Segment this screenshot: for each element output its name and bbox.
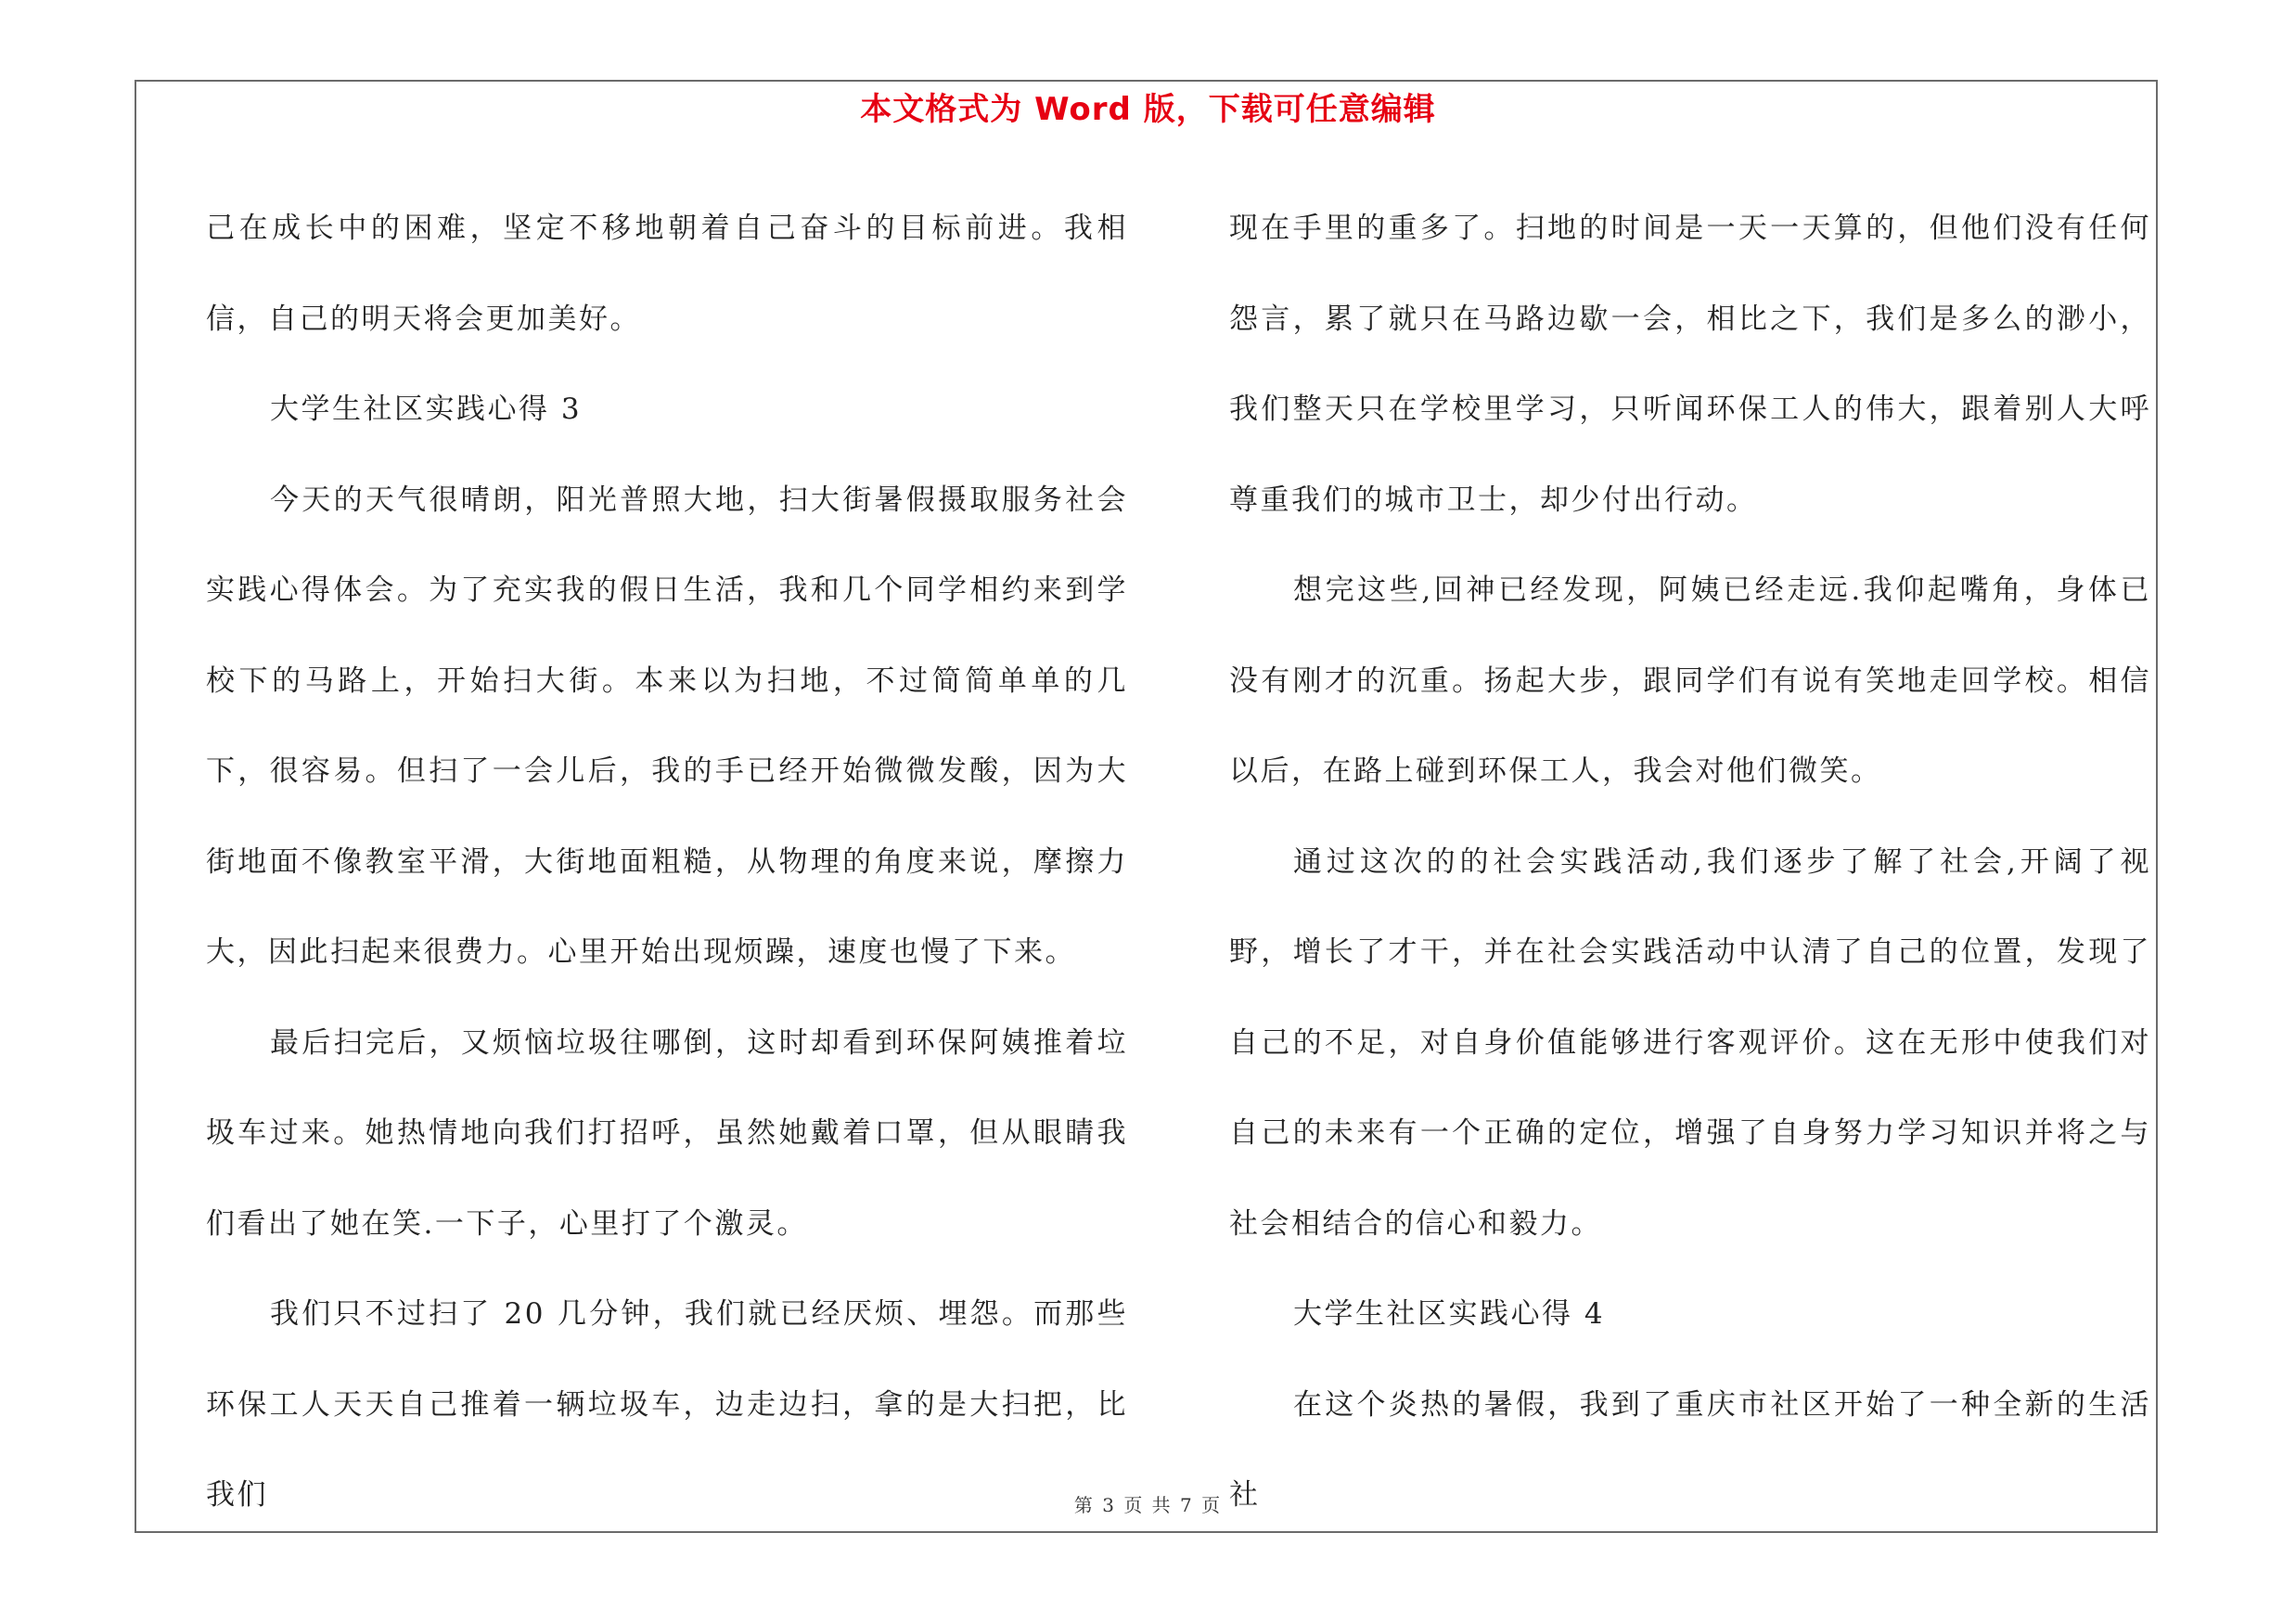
paragraph: 己在成长中的困难，坚定不移地朝着自己奋斗的目标前进。我相信，自己的明天将会更加美好。 [206, 212, 1128, 336]
section-heading: 大学生社区实践心得 3 [270, 393, 583, 426]
section-heading: 大学生社区实践心得 4 [1293, 1297, 1606, 1331]
left-column [206, 184, 1128, 1541]
format-banner: 本文格式为 Word 版，下载可任意编辑 [860, 91, 1436, 128]
page-number: 第 3 页 共 7 页 [1073, 1494, 1223, 1516]
paragraph: 最后扫完后，又烦恼垃圾往哪倒，这时却看到环保阿姨推着垃圾车过来。她热情地向我们打招呼，虽然她戴着口罩，但从眼睛我们看出了她在笑.一下子，心里打了个激灵。 [206, 1025, 1128, 1241]
paragraph: 今天的天气很晴朗，阳光普照大地，扫大街暑假摄取服务社会实践心得体会。为了充实我的假日生活，我和几个同学相约来到学校下的马路上，开始扫大街。本来以为扫地，不过简简单单的几下，很容易。但扫了一会儿后，我的手已经开始微微发酸，因为大街地面不像教室平滑，大街地面粗糙，从物理的角度来说，摩擦力大，因此扫起来很费力。心里开始出现烦躁，速度也慢了下来。 [206, 483, 1128, 969]
right-column [1229, 184, 2151, 1541]
paragraph: 现在手里的重多了。扫地的时间是一天一天算的，但他们没有任何怨言，累了就只在马路边歇一会，相比之下，我们是多么的渺小，我们整天只在学校里学习，只听闻环保工人的伟大，跟着别人大呼尊重我们的城市卫士，却少付出行动。 [1229, 212, 2151, 517]
paragraph: 想完这些,回神已经发现，阿姨已经走远.我仰起嘴角，身体已没有刚才的沉重。扬起大步，跟同学们有说有笑地走回学校。相信以后，在路上碰到环保工人，我会对他们微笑。 [1229, 573, 2151, 788]
paragraph: 在这个炎热的暑假，我到了重庆市社区开始了一种全新的生活社 [1229, 1387, 2151, 1512]
paragraph: 我们只不过扫了 20 几分钟，我们就已经厌烦、埋怨。而那些环保工人天天自己推着一辆垃圾车，边走边扫，拿的是大扫把，比我们 [206, 1297, 1128, 1512]
paragraph: 通过这次的的社会实践活动,我们逐步了解了社会,开阔了视野，增长了才干，并在社会实践活动中认清了自己的位置，发现了自己的不足，对自身价值能够进行客观评价。这在无形中使我们对自己的未来有一个正确的定位，增强了自身努力学习知识并将之与社会相结合的信心和毅力。 [1229, 844, 2151, 1241]
